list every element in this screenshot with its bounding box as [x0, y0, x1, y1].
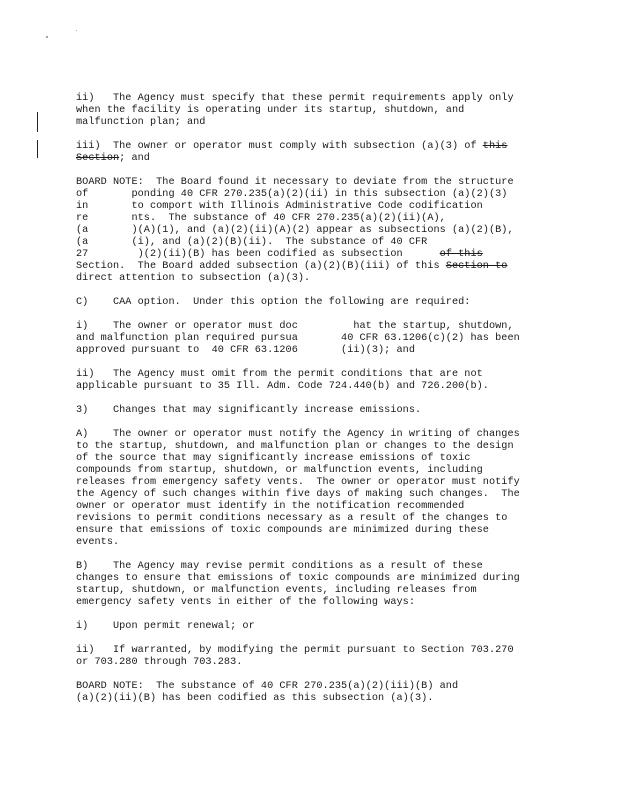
text-line: ii) The Agency must omit from the permit conditions that are not: [76, 369, 483, 380]
text-line: and malfunction plan required pursua 40 CFR 63.1206(c)(2) has been: [76, 333, 520, 344]
text-line: to the startup, shutdown, and malfunction plan or changes to the design: [76, 441, 514, 452]
struck-text: Section: [76, 153, 120, 164]
text-line: compounds from startup, shutdown, or malfunction events, including: [76, 465, 483, 476]
text-line: ii) The Agency must specify that these permit requirements apply only: [76, 93, 514, 104]
board-note-line: direct attention to subsection (a)(3).: [76, 273, 311, 284]
text-line: approved pursuant to 40 CFR 63.1206 (ii)(3); and: [76, 345, 415, 356]
board-note-line: re nts. The substance of 40 CFR 270.235(a)(2)(ii)(A),: [76, 213, 446, 224]
struck-text: Section to: [445, 261, 508, 272]
text-line: ensure that emissions of toxic compounds are minimized during these: [76, 525, 489, 536]
board-note-line: in to comport with Illinois Administrative Code codification: [76, 201, 483, 212]
text-line: Section; and: [76, 153, 150, 164]
text-line: releases from emergency safety vents. The owner or operator must notify: [76, 477, 520, 488]
text-line: A) The owner or operator must notify the Agency in writing of changes: [76, 429, 520, 440]
section-heading: 3) Changes that may significantly increase emissions.: [76, 405, 422, 416]
text-line: i) The owner or operator must doc hat the startup, shutdown,: [76, 321, 514, 332]
text-line: of the source that may significantly increase emissions of toxic: [76, 453, 471, 464]
board-note-line: 27 )(2)(ii)(B) has been codified as subsection of this: [76, 249, 483, 260]
board-note-line: (a )(A)(1), and (a)(2)(ii)(A)(2) appear as subsections (a)(2)(B),: [76, 225, 514, 236]
struck-text: this: [482, 141, 508, 152]
text-line: i) Upon permit renewal; or: [76, 621, 255, 632]
text-line: revisions to permit conditions necessary as a result of the changes to: [76, 513, 508, 524]
board-note-line: (a (i), and (a)(2)(B)(ii). The substance of 40 CFR: [76, 237, 428, 248]
text-line: changes to ensure that emissions of toxic compounds are minimized during: [76, 573, 520, 584]
scan-speck: [76, 30, 77, 31]
scan-speck: [46, 36, 48, 38]
board-note-line: of ponding 40 CFR 270.235(a)(2)(ii) in this subsection (a)(2)(3): [76, 189, 508, 200]
board-note-line: Section. The Board added subsection (a)(2)(B)(iii) of this Section to: [76, 261, 508, 272]
text-line: malfunction plan; and: [76, 117, 206, 128]
struck-text: of this: [439, 249, 483, 260]
text-line: the Agency of such changes within five days of making such changes. The: [76, 489, 520, 500]
board-note-line: (a)(2)(ii)(B) has been codified as this subsection (a)(3).: [76, 693, 434, 704]
section-heading: C) CAA option. Under this option the following are required:: [76, 297, 471, 308]
text-line: applicable pursuant to 35 Ill. Adm. Code 724.440(b) and 726.200(b).: [76, 381, 489, 392]
text-line: owner or operator must identify in the notification recommended: [76, 501, 465, 512]
revision-bar: [37, 112, 38, 132]
text-line: startup, shutdown, or malfunction events, including releases from: [76, 585, 477, 596]
text-line: iii) The owner or operator must comply with subsection (a)(3) of this: [76, 141, 508, 152]
revision-bar: [37, 140, 38, 158]
text-line: emergency safety vents in either of the following ways:: [76, 597, 415, 608]
text-line: B) The Agency may revise permit conditions as a result of these: [76, 561, 483, 572]
text-line: or 703.280 through 703.283.: [76, 657, 243, 668]
board-note-line: BOARD NOTE: The substance of 40 CFR 270.235(a)(2)(iii)(B) and: [76, 681, 459, 692]
text-line: when the facility is operating under its startup, shutdown, and: [76, 105, 465, 116]
text-line: ii) If warranted, by modifying the permit pursuant to Section 703.270: [76, 645, 514, 656]
text-line: events.: [76, 537, 120, 548]
board-note-line: BOARD NOTE: The Board found it necessary to deviate from the structure: [76, 177, 514, 188]
